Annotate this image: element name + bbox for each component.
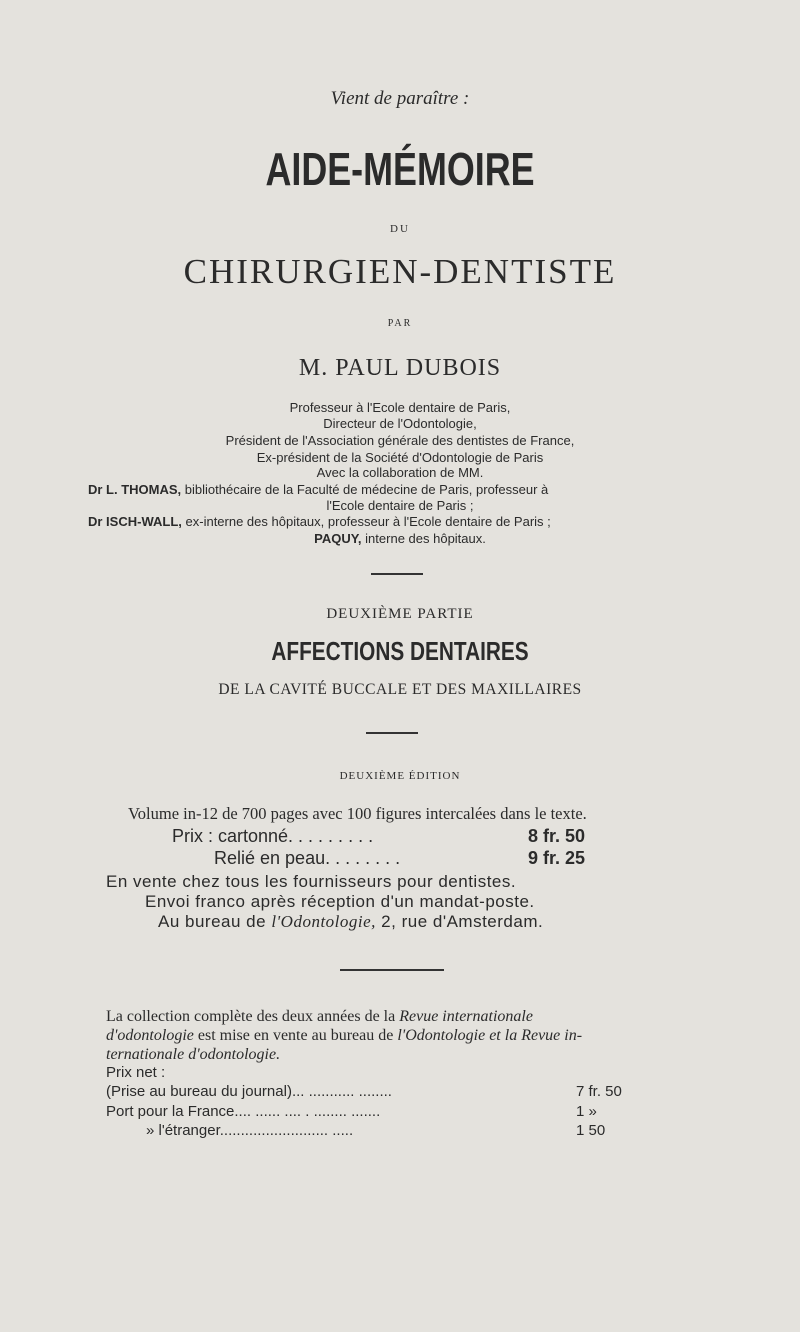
author-name: M. PAUL DUBOIS — [298, 355, 502, 381]
credential-line-5: Avec la collaboration de MM. — [316, 465, 484, 480]
thomas-line-2: l'Ecole dentaire de Paris ; — [326, 498, 474, 513]
price-relie-value — [528, 848, 585, 869]
ischwall-line — [88, 514, 551, 530]
sale-line-3 — [158, 912, 543, 932]
collection-line-3 — [106, 1046, 280, 1064]
price-row-etranger-value: 1 50 — [576, 1122, 606, 1139]
price-cartonne — [172, 826, 373, 847]
sale-line-2: Envoi franco après réception d'un mandat-poste. — [145, 892, 535, 911]
price-cartonne-label: Prix : cartonné. . . . . . . . . — [172, 826, 374, 846]
sale-line-3-address: 2, rue d'Amsterdam. — [381, 912, 544, 931]
credential-line-3: Président de l'Association générale des dentistes de France, — [225, 433, 575, 448]
collection-line-2 — [106, 1027, 582, 1045]
price-relie-label: Relié en peau. . . . . . . . — [214, 848, 401, 868]
part-subtitle: DE LA CAVITÉ BUCCALE ET DES MAXILLAIRES — [218, 681, 582, 698]
ischwall-name: Dr ISCH-WALL, — [88, 514, 182, 529]
sale-line-3-a: Au bureau de — [158, 912, 267, 931]
price-row-etranger: » l'étranger.......................... ..... — [146, 1122, 354, 1139]
divider-2 — [366, 732, 418, 734]
price-row-bureau-value: 7 fr. 50 — [576, 1083, 622, 1100]
main-title: AIDE-MÉMOIRE — [265, 143, 535, 195]
price-relie-amount: 9 fr. 25 — [528, 848, 586, 868]
divider-1 — [371, 573, 423, 575]
collection-line-3-text: ternationale d'odontologie. — [106, 1046, 281, 1063]
subtitle: CHIRURGIEN-DENTISTE — [183, 252, 617, 291]
collection-line-2-a: d'odontologie — [106, 1027, 194, 1044]
credential-line-4: Ex-président de la Société d'Odontologie de Paris — [256, 450, 544, 465]
price-row-france-value: 1 » — [576, 1103, 597, 1120]
intro-text: Vient de paraître : — [330, 88, 470, 109]
paquy-name: PAQUY, — [314, 531, 362, 546]
sale-line-1: En vente chez tous les fournisseurs pour dentistes. — [106, 872, 517, 891]
credential-line-2: Directeur de l'Odontologie, — [323, 416, 477, 431]
part-label: DEUXIÈME PARTIE — [326, 606, 474, 622]
volume-line: Volume in-12 de 700 pages avec 100 figures intercalées dans le texte. — [128, 804, 587, 823]
collection-line-1-b: Revue internationale — [399, 1008, 533, 1025]
part-title: AFFECTIONS DENTAIRES — [271, 636, 529, 666]
sale-line-3-journal: l'Odontologie, — [271, 912, 376, 931]
thomas-name: Dr L. THOMAS, — [88, 482, 182, 497]
thomas-desc: bibliothécaire de la Faculté de médecine de Paris, professeur à — [184, 482, 549, 497]
collection-line-2-b: est mise en vente au bureau de — [197, 1027, 394, 1044]
divider-3 — [340, 969, 444, 971]
paquy-desc: interne des hôpitaux. — [365, 531, 486, 546]
price-cartonne-amount: 8 fr. 50 — [528, 826, 586, 846]
price-row-france: Port pour la France.... ...... .... . ........ ....... — [106, 1103, 381, 1120]
price-cartonne-value — [528, 826, 585, 847]
collection-line-1 — [106, 1008, 533, 1026]
paquy-line — [0, 531, 800, 547]
edition-text: DEUXIÈME ÉDITION — [339, 770, 461, 782]
price-row-bureau: (Prise au bureau du journal)... ........... ........ — [106, 1083, 392, 1100]
ischwall-desc: ex-interne des hôpitaux, professeur à l'Ecole dentaire de Paris ; — [185, 514, 551, 529]
prix-net-label: Prix net : — [106, 1064, 166, 1081]
collection-line-2-c: l'Odontologie et la Revue in- — [397, 1027, 583, 1044]
thomas-line — [88, 482, 548, 498]
credential-line-1: Professeur à l'Ecole dentaire de Paris, — [289, 400, 511, 415]
price-relie — [214, 848, 400, 869]
collection-line-1-a: La collection complète des deux années de la — [106, 1008, 396, 1025]
du-text: DU — [390, 223, 410, 235]
par-text: PAR — [387, 318, 413, 329]
